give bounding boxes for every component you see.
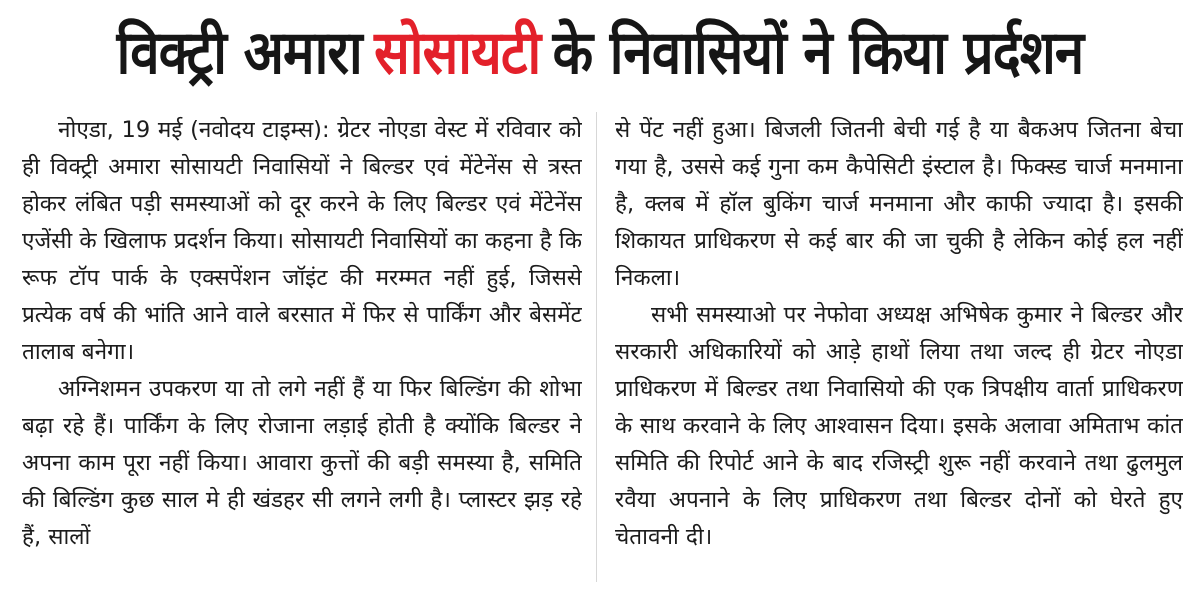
column-divider <box>596 112 597 582</box>
right-column <box>615 112 1183 582</box>
headline-part-1: विक्ट्री अमारा <box>116 18 362 88</box>
article-body <box>0 112 1200 582</box>
headline-highlight-society: सोसायटी <box>374 18 541 88</box>
article-headline <box>72 0 1128 100</box>
left-paragraph-2: अग्निशमन उपकरण या तो लगे नहीं हैं या फिर बिल्डिंग की शोभा बढ़ा रहे हैं। पार्किंग के लिए रोजाना लड़ाई होती है क्योंकि बिल्डर ने अपना काम पूरा नहीं किया। आवारा कुत्तों की बड़ी समस्या है, समिति की बिल्डिंग कुछ साल मे ही खंडहर सी लगने लगी है। प्लास्टर झड़ रहे हैं, सालों <box>22 376 582 550</box>
left-paragraph-1: नोएडा, 19 मई (नवोदय टाइम्स): ग्रेटर नोएडा वेस्ट में रविवार को ही विक्ट्री अमारा सोसायटी निवासियों ने बिल्डर एवं मेंटेनेंस से त्रस्त होकर लंबित पड़ी समस्याओं को दूर करने के लिए बिल्डर एवं मेंटेनेंस एजेंसी के खिलाफ प्रदर्शन किया। सोसायटी निवासियों का कहना है कि रूफ टॉप पार्क के एक्सपेंशन जॉइंट की मरम्मत नहीं हुई, जिससे प्रत्येक वर्ष की भांति आने वाले बरसात में फिर से पार्किंग और बेसमेंट तालाब बनेगा। <box>22 117 582 365</box>
right-paragraph-2: सभी समस्याओ पर नेफोवा अध्यक्ष अभिषेक कुमार ने बिल्डर और सरकारी अधिकारियों को आड़े हाथों लिया तथा जल्द ही ग्रेटर नोएडा प्राधिकरण में बिल्डर तथा निवासियो की एक त्रिपक्षीय वार्ता प्राधिकरण के साथ करवाने के लिए आश्वासन दिया। इसके अलावा अमिताभ कांत समिति की रिपोर्ट आने के बाद रजिस्ट्री शुरू नहीं करवाने तथा ढुलमुल रवैया अपनाने के लिए प्राधिकरण तथा बिल्डर दोनों को घेरते हुए चेतावनी दी। <box>615 302 1183 550</box>
right-paragraph-1: से पेंट नहीं हुआ। बिजली जितनी बेची गई है या बैकअप जितना बेचा गया है, उससे कई गुना कम कैपेसिटी इंस्टाल है। फिक्स्ड चार्ज मनमाना है, क्लब में हॉल बुकिंग चार्ज मनमाना और काफी ज्यादा है। इसकी शिकायत प्राधिकरण से कई बार की जा चुकी है लेकिन कोई हल नहीं निकला। <box>615 117 1183 291</box>
left-column <box>22 112 582 582</box>
headline-part-2: के निवासियों ने किया प्रर्दशन <box>552 18 1084 88</box>
